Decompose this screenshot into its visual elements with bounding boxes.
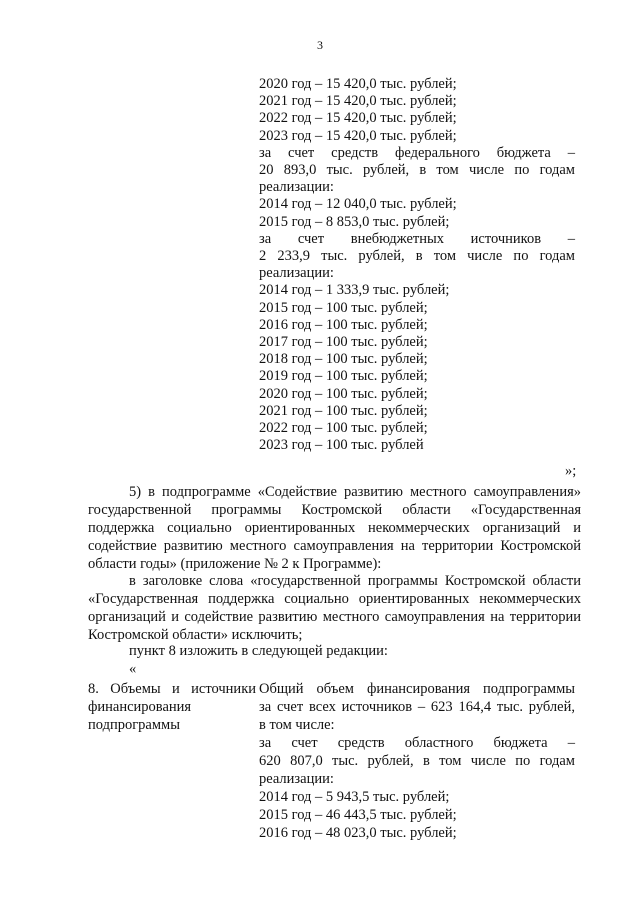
year-line: 2021 год – 15 420,0 тыс. рублей; — [259, 93, 457, 110]
federal-budget-line: реализации: — [259, 179, 334, 196]
total-funding-line: в том числе: — [259, 717, 335, 733]
table-label-line: финансирования — [88, 699, 192, 715]
opening-quote: « — [129, 661, 137, 677]
total-funding-line: Общий объем финансирования подпрограммы — [259, 681, 575, 697]
item-5-sub-b — [88, 642, 581, 660]
item-5-sub-b-text: пункт 8 изложить в следующей редакции: — [129, 643, 388, 659]
federal-budget-line: 20 893,0 тыс. рублей, в том числе по годам — [259, 162, 575, 179]
year-line: 2016 год – 100 тыс. рублей; — [259, 316, 428, 333]
offbudget-line: за счет внебюджетных источников – — [259, 230, 575, 247]
funding-years-list — [259, 76, 575, 454]
year-line: 2023 год – 15 420,0 тыс. рублей; — [259, 127, 457, 144]
page-number: 3 — [317, 38, 323, 52]
table-row-label — [88, 680, 256, 734]
year-line: 2020 год – 100 тыс. рублей; — [259, 385, 428, 402]
regional-budget-line: за счет средств областного бюджета – — [259, 735, 575, 751]
year-line: 2015 год – 46 443,5 тыс. рублей; — [259, 807, 457, 823]
item-5-paragraph — [88, 483, 581, 573]
regional-budget-line: 620 807,0 тыс. рублей, в том числе по годам — [259, 753, 575, 769]
item-5-sub-a-text: в заголовке слова «государственной программы Костромской области «Государственная поддержка социально ориентированных некоммерческих организаций и содействие развитию местного самоуправления на территории Костромской области» исключить; — [88, 573, 581, 643]
item-5-sub-a — [88, 572, 581, 644]
year-line: 2015 год – 8 853,0 тыс. рублей; — [259, 213, 450, 230]
item-5-text: 5) в подпрограмме «Содействие развитию местного самоуправления» государственной программы Костромской области «Государственная поддержка социально ориентированных некоммерческих организаций и содействие развитию местного самоуправления на территории Костромской области годы» (приложение № 2 к Программе): — [88, 484, 581, 572]
federal-budget-line: за счет средств федерального бюджета – — [259, 144, 575, 161]
offbudget-line: 2 233,9 тыс. рублей, в том числе по годам — [259, 248, 575, 265]
year-line: 2018 год – 100 тыс. рублей; — [259, 351, 428, 368]
year-line: 2022 год – 100 тыс. рублей; — [259, 420, 428, 437]
opening-quote-line — [88, 660, 581, 678]
year-line: 2015 год – 100 тыс. рублей; — [259, 299, 428, 316]
year-line: 2019 год – 100 тыс. рублей; — [259, 368, 428, 385]
year-line: 2014 год – 12 040,0 тыс. рублей; — [259, 196, 457, 213]
regional-budget-line: реализации: — [259, 771, 334, 787]
year-line: 2017 год – 100 тыс. рублей; — [259, 334, 428, 351]
table-label-line: 8. Объемы и источники — [88, 681, 256, 697]
year-line: 2014 год – 5 943,5 тыс. рублей; — [259, 789, 450, 805]
offbudget-line: реализации: — [259, 265, 334, 282]
total-funding-line: за счет всех источников – 623 164,4 тыс. рублей, — [259, 699, 575, 715]
year-line: 2016 год – 48 023,0 тыс. рублей; — [259, 825, 457, 841]
table-label-line: подпрограммы — [88, 717, 180, 733]
year-line: 2020 год – 15 420,0 тыс. рублей; — [259, 76, 457, 92]
table-row-content — [259, 680, 575, 842]
closing-quote: »; — [565, 463, 577, 479]
year-line: 2021 год – 100 тыс. рублей; — [259, 402, 428, 419]
year-line: 2023 год – 100 тыс. рублей — [259, 437, 424, 454]
year-line: 2022 год – 15 420,0 тыс. рублей; — [259, 110, 457, 127]
year-line: 2014 год – 1 333,9 тыс. рублей; — [259, 282, 450, 299]
